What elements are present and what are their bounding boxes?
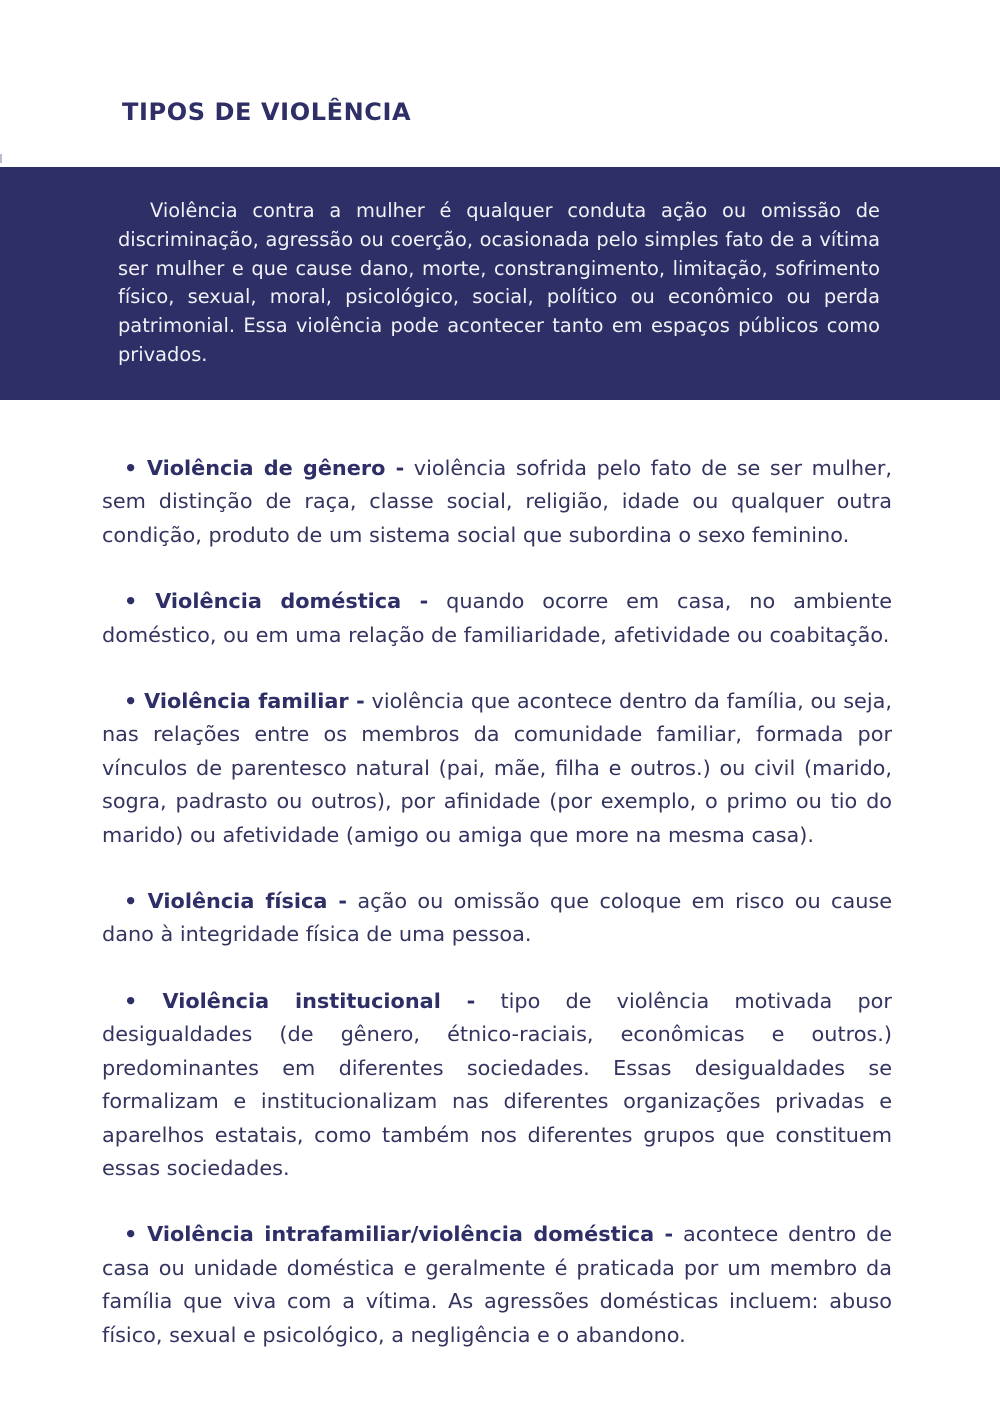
definition-term: Violência física -	[147, 889, 348, 914]
definition-term: Violência intrafamiliar/violência doméstica -	[147, 1222, 674, 1247]
bullet-icon: •	[124, 456, 138, 480]
definition-term: Violência institucional -	[162, 988, 476, 1013]
definition-term: Violência de gênero -	[146, 456, 405, 480]
definition-domestic-violence	[102, 585, 892, 652]
definition-term: Violência familiar -	[144, 689, 365, 714]
definition-text: acontece dentro de casa ou unidade doméstica e geralmente é praticada por um membro da família que viva com a vítima. As agressões domésticas incluem: abuso físico, sexual e psicológico, a negligência e o abandono.	[102, 1222, 892, 1347]
definition-text: violência que acontece dentro da família, ou seja, nas relações entre os membros da comunidade familiar, formada por vínculos de parentesco natural (pai, mãe, filha e outros.) ou civil (marido, sogra, padrasto ou outros), por afinidade (por exemplo, o primo ou tio do marido) ou afetividade (amigo ou amiga que more na mesma casa).	[102, 689, 892, 847]
page-title: TIPOS DE VIOLÊNCIA	[122, 98, 412, 126]
bullet-icon: •	[124, 988, 138, 1013]
edge-tick-mark	[0, 154, 2, 163]
definition-family-violence	[102, 685, 892, 852]
bullet-icon: •	[124, 1222, 138, 1247]
definition-text: ação ou omissão que coloque em risco ou cause dano à integridade física de uma pessoa.	[102, 889, 892, 947]
definition-physical-violence	[102, 885, 892, 952]
definition-gender-violence	[102, 452, 892, 552]
definition-text: violência sofrida pelo fato de se ser mulher, sem distinção de raça, classe social, religião, idade ou qualquer outra condição, produto de um sistema social que subordina o sexo feminino.	[102, 456, 892, 547]
bullet-icon: •	[124, 589, 138, 614]
definition-text: quando ocorre em casa, no ambiente doméstico, ou em uma relação de familiaridade, afetividade ou coabitação.	[102, 589, 892, 647]
bullet-icon: •	[124, 889, 138, 914]
definition-text: tipo de violência motivada por desigualdades (de gênero, étnico-raciais, econômicas e outros.) predominantes em diferentes sociedades. Essas desigualdades se formalizam e institucionalizam nas diferentes organizações privadas e aparelhos estatais, como também nos diferentes grupos que constituem essas sociedades.	[102, 988, 892, 1180]
definition-institutional-violence	[102, 985, 892, 1185]
bullet-icon: •	[124, 689, 138, 714]
definition-intrafamily-violence	[102, 1218, 892, 1352]
definitions-list	[102, 452, 892, 1385]
intro-text: Violência contra a mulher é qualquer conduta ação ou omissão de discriminação, agressão ou coerção, ocasionada pelo simples fato de a vítima ser mulher e que cause dano, morte, constrangimento, limitação, sofrimento físico, sexual, moral, psicológico, social, político ou econômico ou perda patrimonial. Essa violência pode acontecer tanto em espaços públicos como privados.	[118, 199, 880, 366]
definition-term: Violência doméstica -	[155, 589, 429, 614]
